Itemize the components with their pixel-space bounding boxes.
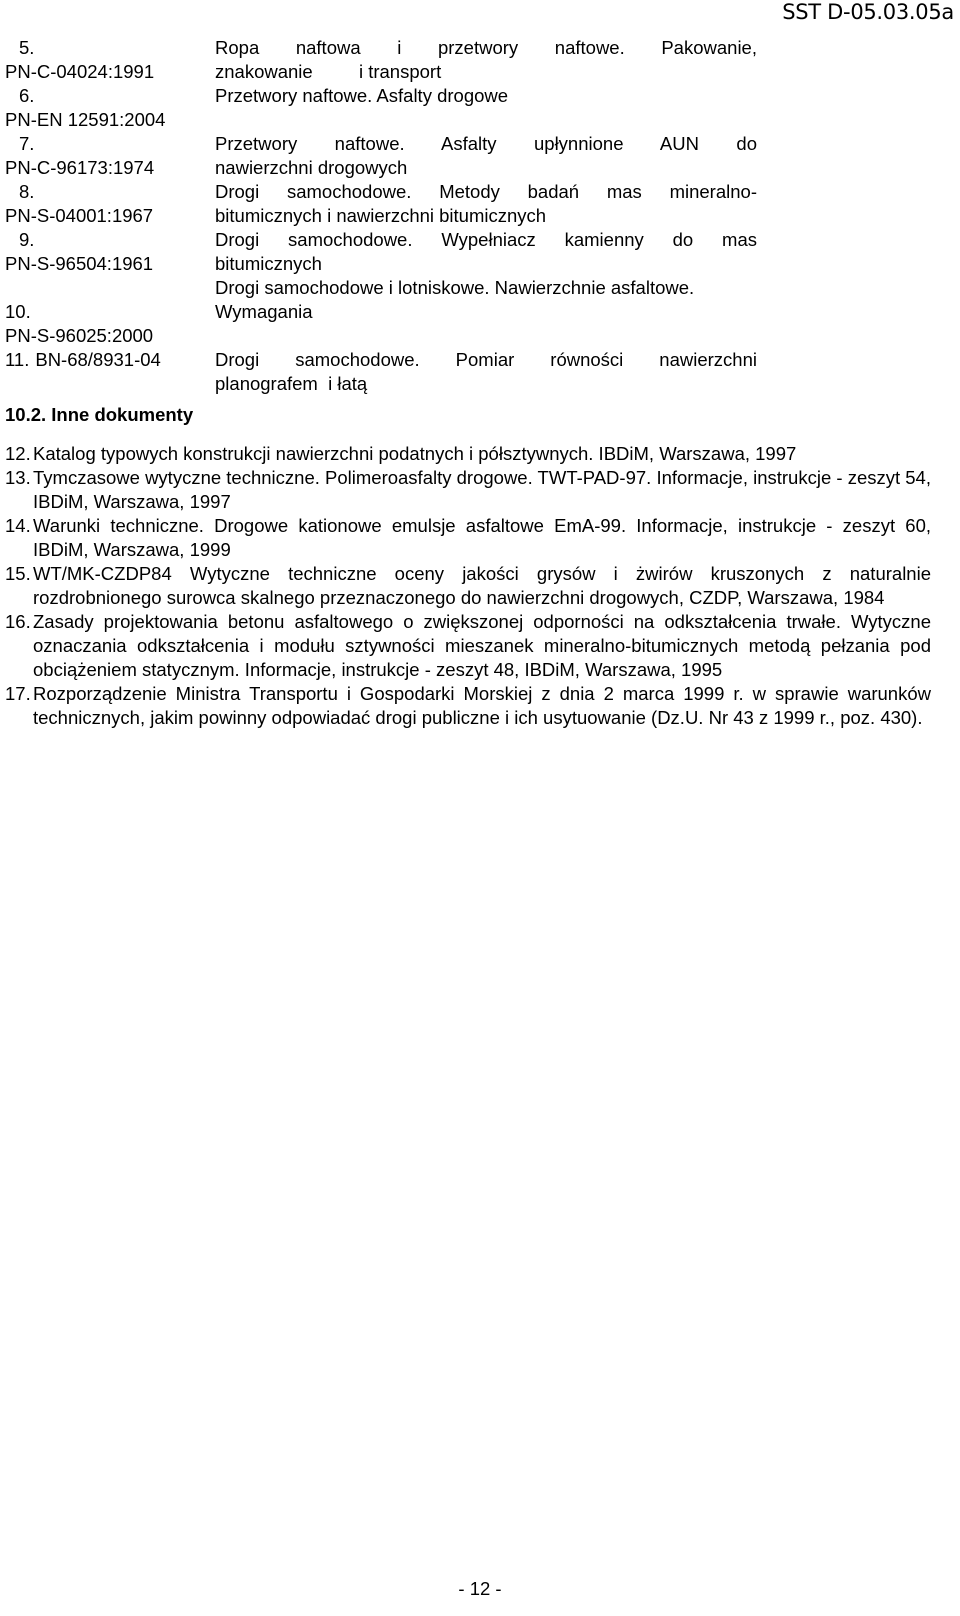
page-number: - 12 - [458,1578,502,1599]
reference-text: Zasady projektowania betonu asfaltowego o zwiększonej odporności na odkształcenia trwałe. Wytyczne oznaczania odkształcenia i modułu sztywności mieszanek mineralno-bitumicznych metodą pełzania pod obciążeniem statycznym. Informacje, instrukcje - zeszyt 48, IBDiM, Warszawa, 1995 [33,611,931,680]
reference-text: Tymczasowe wytyczne techniczne. Polimeroasfalty drogowe. TWT-PAD-97. Informacje, instrukcje - zeszyt 54, IBDiM, Warszawa, 1997 [33,467,931,512]
standard-title: Drogi samochodowe i lotniskowe. Nawierzchnie asfaltowe. [215,277,695,298]
standard-code: PN-C-04024:1991 [5,61,155,82]
standard-number: 6. [19,85,35,106]
standard-title: Wymagania [215,301,313,322]
standard-code: PN-S-96504:1961 [5,253,154,274]
standard-item [5,180,757,228]
standard-number: 9. [19,229,35,250]
standard-title: nawierzchni drogowych [215,157,408,178]
reference-text: Rozporządzenie Ministra Transportu i Gospodarki Morskiej z dnia 2 marca 1999 r. w sprawie warunków technicznych, jakim powinny odpowiadać drogi publiczne i ich usytuowanie (Dz.U. Nr 43 z 1999 r., poz. 430). [33,683,931,728]
reference-number: 16. [5,611,31,632]
standard-code: PN-C-96173:1974 [5,157,155,178]
standard-number: 5. [19,37,35,58]
standard-title: bitumicznych i nawierzchni bitumicznych [215,205,547,226]
reference-number: 13. [5,467,31,488]
standard-item [5,348,757,396]
standard-title: Drogi samochodowe. Pomiar równości nawierzchni [215,349,757,370]
reference-number: 17. [5,683,31,704]
standard-title: planografem i łatą [215,373,368,394]
standard-item [5,276,757,348]
standard-title: Przetwory naftowe. Asfalty upłynnione AUN do [215,133,757,154]
reference-number: 14. [5,515,31,536]
standard-code: PN-S-04001:1967 [5,205,154,226]
section-heading: 10.2. Inne dokumenty [5,404,194,425]
standard-title: Przetwory naftowe. Asfalty drogowe [215,85,509,106]
standard-title: Drogi samochodowe. Metody badań mas mineralno- [215,181,757,202]
standard-title: Ropa naftowa i przetwory naftowe. Pakowanie, [215,37,757,58]
reference-item [5,682,931,730]
references-list [5,442,931,730]
reference-text: WT/MK-CZDP84 Wytyczne techniczne oceny jakości grysów i żwirów kruszonych z naturalnie rozdrobnionego surowca skalnego przeznaczonego do nawierzchni drogowych, CZDP, Warszawa, 1984 [33,563,931,608]
standard-number: 8. [19,181,35,202]
reference-item [5,442,931,466]
reference-item [5,610,931,682]
standard-title: znakowanie i transport [215,61,442,82]
standard-code: PN-EN 12591:2004 [5,109,166,130]
reference-number: 15. [5,563,31,584]
standard-item [5,36,757,84]
reference-number: 12. [5,443,31,464]
standards-list [5,36,757,396]
reference-text: Katalog typowych konstrukcji nawierzchni podatnych i półsztywnych. IBDiM, Warszawa, 1997 [33,443,797,464]
reference-text: Warunki techniczne. Drogowe kationowe emulsje asfaltowe EmA-99. Informacje, instrukcje - zeszyt 60, IBDiM, Warszawa, 1999 [33,515,931,560]
reference-item [5,562,931,610]
standard-number: 10. [5,301,31,322]
standard-item [5,132,757,180]
standard-title: bitumicznych [215,253,322,274]
standard-number: 7. [19,133,35,154]
standard-number: 11. [5,349,30,370]
standard-code: PN-S-96025:2000 [5,325,154,346]
standard-item [5,84,757,132]
standard-code: BN-68/8931-04 [35,349,161,370]
document-code: SST D-05.03.05a [782,0,954,24]
reference-item [5,466,931,514]
standard-title: Drogi samochodowe. Wypełniacz kamienny do mas [215,229,757,250]
standard-item [5,228,757,276]
reference-item [5,514,931,562]
